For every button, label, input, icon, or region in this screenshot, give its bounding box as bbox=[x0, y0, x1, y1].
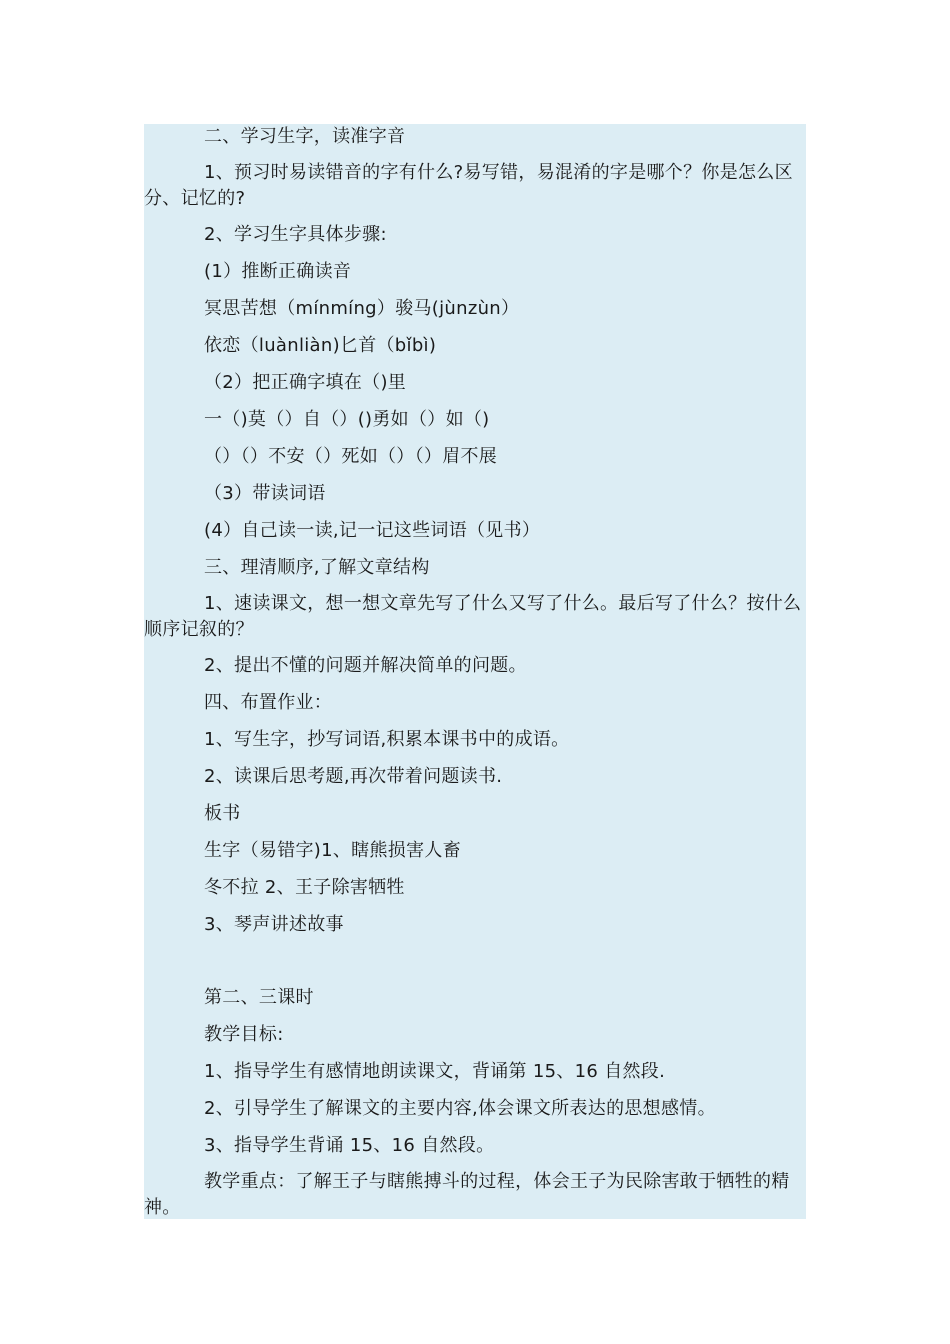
step-heading: 2、学习生字具体步骤: bbox=[204, 224, 387, 245]
substep-2: （2）把正确字填在（)里 bbox=[204, 372, 407, 393]
blackboard-line-1: 生字（易错字)1、瞎熊损害人畜 bbox=[204, 840, 461, 861]
item-questions: 2、提出不懂的问题并解决简单的问题。 bbox=[204, 655, 527, 676]
fill-in-line-1: 一（)莫（）自（）()勇如（）如（) bbox=[204, 409, 490, 430]
section-heading-learn-characters: 二、学习生字，读准字音 bbox=[204, 126, 406, 147]
fill-in-line-2: （）（）不安（）死如（）（）眉不展 bbox=[204, 446, 498, 467]
blackboard-line-3: 3、琴声讲述故事 bbox=[204, 914, 344, 935]
teaching-goals-heading: 教学目标: bbox=[204, 1024, 284, 1045]
substep-3: （3）带读词语 bbox=[204, 483, 326, 504]
pinyin-line-1: 冥思苦想（mínmíng）骏马(jùnzùn） bbox=[204, 298, 520, 319]
section-heading-structure: 三、理清顺序,了解文章结构 bbox=[204, 557, 430, 578]
substep-1: (1）推断正确读音 bbox=[204, 261, 352, 282]
blackboard-heading: 板书 bbox=[204, 803, 241, 824]
homework-item-1: 1、写生字，抄写词语,积累本课书中的成语。 bbox=[204, 729, 570, 750]
goal-item-3: 3、指导学生背诵 15、16 自然段。 bbox=[204, 1135, 495, 1156]
homework-item-2: 2、读课后思考题,再次带着问题读书. bbox=[204, 766, 503, 787]
pinyin-line-2: 依恋（luànliàn)匕首（bǐbì) bbox=[204, 335, 437, 356]
goal-item-1: 1、指导学生有感情地朗读课文，背诵第 15、16 自然段. bbox=[204, 1061, 666, 1082]
blackboard-line-2: 冬不拉 2、王子除害牺牲 bbox=[204, 877, 405, 898]
goal-item-2: 2、引导学生了解课文的主要内容,体会课文所表达的思想感情。 bbox=[204, 1098, 716, 1119]
substep-4: (4）自己读一读,记一记这些词语（见书） bbox=[204, 520, 541, 541]
teaching-focus-paragraph: 教学重点：了解王子与瞎熊搏斗的过程，体会王子为民除害敢于牺牲的精神。 bbox=[144, 1171, 790, 1218]
paragraph-speed-reading: 1、速读课文，想一想文章先写了什么又写了什么。最后写了什么？按什么顺序记叙的？ bbox=[144, 593, 802, 640]
lesson-period-heading: 第二、三课时 bbox=[204, 987, 314, 1008]
paragraph-preview-question: 1、预习时易读错音的字有什么?易写错，易混淆的字是哪个？你是怎么区分、记忆的? bbox=[144, 162, 793, 209]
section-heading-homework: 四、布置作业： bbox=[204, 692, 333, 713]
